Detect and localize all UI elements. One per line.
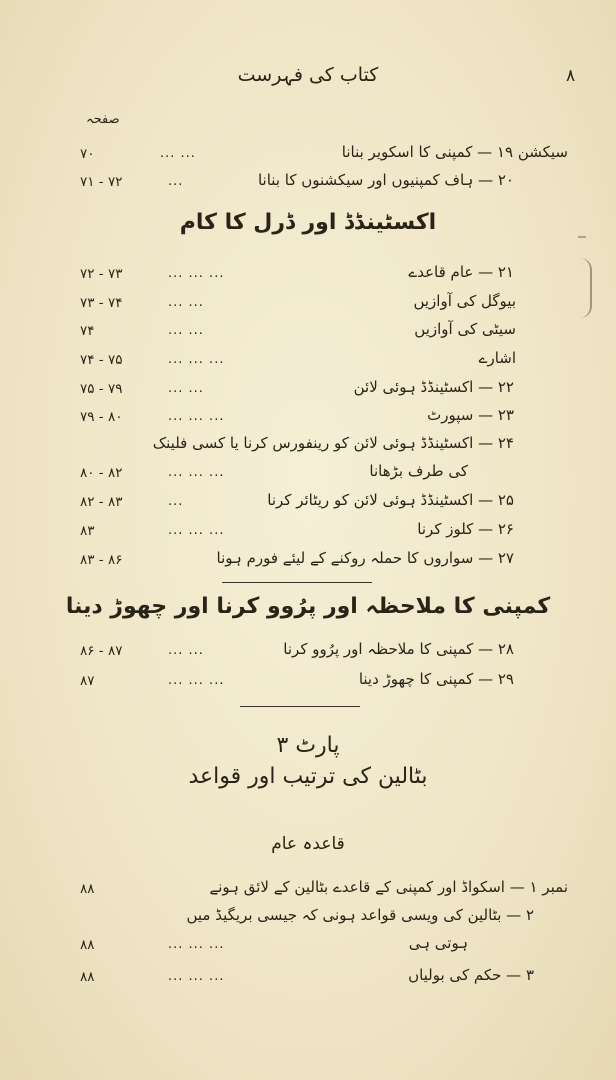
toc-entry-pages: ۸۰ - ۸۲: [80, 465, 123, 481]
toc-entry-pages: ۸۷: [80, 673, 95, 689]
toc-entry-pages: ۷۵ - ۷۹: [80, 381, 123, 397]
toc-entry-pages: ۷۴: [80, 323, 95, 339]
toc-entry-label: ۲۳ — سپورٹ: [427, 406, 514, 424]
toc-entry-dots: ...: [168, 494, 184, 509]
toc-entry-pages: ۸۸: [80, 937, 95, 953]
toc-entry-pages: ۷۴ - ۷۵: [80, 352, 123, 368]
toc-entry-dots: ... ...: [168, 323, 204, 338]
toc-entry-pages: ۷۲ - ۷۳: [80, 266, 123, 282]
section-divider: [240, 706, 360, 707]
section-heading: کمپنی کا ملاحظہ اور پرُوو کرنا اور چھوڑ دینا: [65, 594, 551, 619]
toc-entry-dots: ... ...: [168, 295, 204, 310]
toc-entry-label: ہوتی ہی: [408, 934, 468, 952]
toc-entry-dots: ... ... ...: [168, 465, 225, 480]
toc-entry-pages: ۸۳ - ۸۶: [80, 552, 123, 568]
margin-ink-mark: [578, 236, 586, 238]
toc-entry-pages: ۸۲ - ۸۳: [80, 494, 123, 510]
toc-entry-label: ۲۰ — ہاف کمپنیوں اور سیکشنوں کا بنانا: [257, 171, 514, 189]
section-divider: [222, 582, 372, 583]
toc-entry-pages: ۷۳ - ۷۴: [80, 295, 123, 311]
toc-entry-label: ۳ — حکم کی بولیاں: [408, 966, 534, 984]
part-subtitle: بٹالین کی ترتیب اور قواعد: [188, 764, 428, 789]
toc-entry-dots: ... ... ...: [168, 969, 225, 984]
toc-entry-dots: ... ... ...: [168, 352, 225, 367]
toc-entry-dots: ... ... ...: [168, 409, 225, 424]
toc-entry-dots: ... ...: [168, 381, 204, 396]
toc-entry-label: ۲۹ — کمپنی کا چھوڑ دینا: [358, 670, 514, 688]
page-title: کتاب کی فہرست: [237, 64, 379, 86]
toc-entry-label: ۲۲ — اکسٹینڈڈ ہوئی لائن: [353, 378, 514, 396]
toc-entry-label: ۲ — بٹالین کی ویسی قواعد ہونی کہ جیسی بریگیڈ میں: [186, 906, 534, 924]
page-number: ۸: [566, 66, 576, 86]
toc-entry-dots: ... ... ...: [168, 523, 225, 538]
toc-entry-pages: ۷۱ - ۷۲: [80, 174, 123, 190]
toc-entry-label: سیکشن ۱۹ — کمپنی کا اسکویر بنانا: [341, 143, 568, 161]
toc-entry-label: ۲۴ — اکسٹینڈڈ ہوئی لائن کو رینفورس کرنا یا کسی فلینک: [152, 434, 514, 452]
toc-entry-pages: ۷۹ - ۸۰: [80, 409, 123, 425]
toc-entry-dots: ... ... ...: [168, 937, 225, 952]
margin-ink-mark: [580, 258, 592, 318]
section-heading: اکسٹینڈڈ اور ڈرل کا کام: [179, 210, 437, 235]
toc-entry-label: سیٹی کی آوازیں: [414, 320, 516, 338]
part-title: پارٹ ۳: [276, 733, 340, 758]
toc-entry-label: اشارے: [478, 349, 516, 367]
toc-entry-dots: ...: [168, 174, 184, 189]
toc-entry-dots: ... ...: [160, 146, 196, 161]
toc-entry-label: بیوگل کی آوازیں: [413, 292, 516, 310]
toc-entry-label: کی طرف بڑھانا: [369, 462, 468, 480]
toc-entry-label: نمبر ۱ — اسکواڈ اور کمپنی کے قاعدے بٹالین کے لائق ہونے: [209, 878, 568, 896]
page-column-label: صفحہ: [86, 112, 120, 127]
group-title: قاعدہ عام: [271, 834, 345, 854]
toc-entry-dots: ... ... ...: [168, 266, 225, 281]
toc-entry-label: ۲۷ — سواروں کا حملہ روکنے کے لیئے فورم ہونا: [216, 549, 514, 567]
toc-entry-label: ۲۵ — اکسٹینڈڈ ہوئی لائن کو ریٹائر کرنا: [267, 491, 514, 509]
toc-entry-label: ۲۸ — کمپنی کا ملاحظہ اور پرُوو کرنا: [283, 640, 514, 658]
toc-entry-pages: ۸۳: [80, 523, 95, 539]
toc-entry-label: ۲۱ — عام قاعدے: [408, 263, 514, 281]
toc-entry-pages: ۷۰: [80, 146, 95, 162]
toc-entry-pages: ۸۸: [80, 881, 95, 897]
toc-entry-pages: ۸۸: [80, 969, 95, 985]
toc-entry-dots: ... ... ...: [168, 673, 225, 688]
toc-entry-pages: ۸۶ - ۸۷: [80, 643, 123, 659]
toc-entry-label: ۲۶ — کلوز کرنا: [417, 520, 514, 538]
toc-entry-dots: ... ...: [168, 643, 204, 658]
